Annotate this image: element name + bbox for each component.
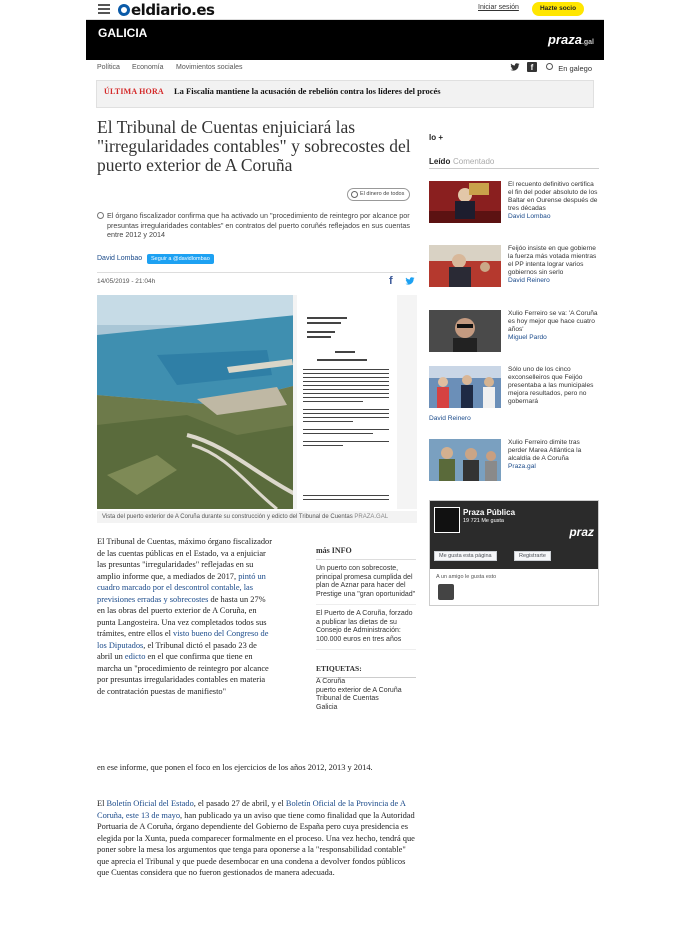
more-info-title: más INFO xyxy=(316,546,416,560)
section-header xyxy=(86,20,604,60)
more-info-item[interactable]: El Puerto de A Coruña, forzado a publicar las dietas de su Consejo de Administración: 100.000 euros en tres años xyxy=(316,605,416,650)
article-title: El Tribunal de Cuentas enjuiciará las "irregularidades contables" y sobrecostes del puerto exterior de A Coruña xyxy=(97,117,411,175)
section-title[interactable]: GALICIA xyxy=(98,26,148,40)
tag-link[interactable]: Galicia xyxy=(316,703,338,711)
article-photo[interactable] xyxy=(97,295,417,509)
twitter-icon[interactable] xyxy=(510,62,520,72)
logo-circle-icon xyxy=(118,4,130,16)
share-facebook-icon[interactable]: f xyxy=(389,275,393,287)
story-thumbnail[interactable] xyxy=(429,310,501,352)
story-thumbnail[interactable] xyxy=(429,439,501,481)
story-author: Praza.gal xyxy=(508,463,536,470)
article-link-edicto[interactable]: edicto xyxy=(124,652,146,661)
author-link[interactable]: David Lombao xyxy=(97,255,143,262)
breaking-label: ÚLTIMA HORA xyxy=(104,87,164,96)
facebook-cover[interactable] xyxy=(430,501,598,569)
facebook-like-count: 19 721 Me gusta xyxy=(463,518,504,524)
facebook-page-name[interactable]: Praza Pública xyxy=(463,508,516,517)
lead-bullet-icon xyxy=(97,212,104,219)
facebook-friend-text: A un amigo le gusta esto xyxy=(436,574,497,580)
nav-item-movimientos[interactable]: Movimientos sociales xyxy=(176,64,243,71)
sidebar-story[interactable] xyxy=(429,310,599,358)
sidebar-story[interactable] xyxy=(429,181,599,229)
article-link-boe[interactable]: Boletín Oficial del Estado xyxy=(106,799,194,808)
author-row xyxy=(97,254,417,266)
story-author: Miguel Pardo xyxy=(508,334,547,341)
publish-date: 14/05/2019 - 21:04h xyxy=(97,278,156,285)
more-info-box xyxy=(316,546,416,712)
site-logo[interactable]: eldiario.es xyxy=(118,1,214,19)
sidebar-heading: lo + xyxy=(429,133,444,142)
join-button[interactable]: Hazte socio xyxy=(532,2,584,16)
share-twitter-icon[interactable] xyxy=(404,276,416,286)
facebook-friend-avatar[interactable] xyxy=(438,584,454,600)
clock-icon xyxy=(351,191,358,198)
story-author[interactable]: David Reinero xyxy=(429,415,471,422)
photo-caption: Vista del puerto exterior de A Coruña durante su construcción y edicto del Tribunal de Cuentas PRAZA.GAL xyxy=(97,511,417,523)
article-tag[interactable]: El dinero de todos xyxy=(347,188,410,201)
story-title: Xulio Ferreiro dimite tras perder Marea Atlántica la alcaldía de A Coruña xyxy=(508,439,582,462)
facebook-page-avatar[interactable] xyxy=(434,507,460,533)
article-link-informe[interactable]: pintó un cuadro marcado por el descontrol contable, las previsiones erradas y sobrecostes xyxy=(97,571,266,604)
story-title: El recuento definitivo certifica el fin del poder absoluto de los Baltar en Ourense después de tres décadas xyxy=(508,181,598,212)
tab-read[interactable]: Leído xyxy=(429,157,451,166)
facebook-widget xyxy=(429,500,599,606)
more-info-item[interactable]: Un puerto con sobrecoste, principal promesa cumplida del plan de Aznar para hacer del Prestige una "gran oportunidad" xyxy=(316,560,416,605)
port-aerial-image xyxy=(97,295,417,509)
nav-item-politica[interactable]: Política xyxy=(97,64,120,71)
sidebar-story[interactable] xyxy=(429,245,599,297)
tags-title: ETIQUETAS: xyxy=(316,664,416,678)
story-author: David Lombao xyxy=(508,213,551,220)
story-author: David Reinero xyxy=(508,277,550,284)
sidebar-story[interactable] xyxy=(429,439,599,483)
facebook-register-button[interactable]: Registrarte xyxy=(514,551,551,561)
article-link-congreso[interactable]: visto bueno del Congreso de los Diputados xyxy=(97,629,269,650)
nav-item-economia[interactable]: Economía xyxy=(132,64,164,71)
date-row xyxy=(97,272,417,288)
section-nav xyxy=(86,60,604,77)
article-paragraph-1-tail: en ese informe, que ponen el foco en los ejercicios de los años 2012, 2013 y 2014. xyxy=(97,763,373,772)
login-link[interactable]: Iniciar sesión xyxy=(478,4,519,11)
article-link-bop[interactable]: Boletín Oficial de la Provincia de A Coruña, este 13 de mayo xyxy=(97,799,406,820)
tag-link[interactable]: Tribunal de Cuentas xyxy=(316,695,379,702)
sidebar-story[interactable] xyxy=(429,366,599,424)
tag-link[interactable]: puerto exterior de A Coruña xyxy=(316,686,402,694)
follow-button[interactable]: Seguir a @davidlombao xyxy=(147,254,214,264)
tab-commented[interactable]: Comentado xyxy=(453,157,495,166)
globe-icon xyxy=(546,63,553,70)
hamburger-menu-icon[interactable] xyxy=(98,4,110,14)
language-switch[interactable]: En galego xyxy=(558,64,592,73)
story-title: Xulio Ferreiro se va: 'A Coruña es hoy mejor que hace cuatro años' xyxy=(508,310,598,333)
story-thumbnail[interactable] xyxy=(429,181,501,223)
facebook-like-button[interactable]: Me gusta esta página xyxy=(434,551,497,561)
article-paragraph-1: El Tribunal de Cuentas, máximo órgano fiscalizador de las cuentas públicas en el Estado, va a enjuiciar las presuntas "irregularidades" reflejadas en su amplio informe que, a mediados de 2017, pintó un cuadro marcado por el descontrol contable, las previsiones erradas y sobrecostes de hasta un 27% en las obras del puerto exterior de A Coruña, en punta Langosteira. Una vez completados todos sus trámites, entre ellos el visto bueno del Congreso de los Diputados, el Tribunal dictó el pasado 23 de abril un edicto en el que confirma que tiene en marcha un "procedimiento de reintegro por alcance por presuntas irregularidades contables en materia de contratación puestas de manifiesto" xyxy=(97,537,272,696)
sidebar-tabs xyxy=(429,155,599,169)
article-lead: El órgano fiscalizador confirma que ha activado un "procedimiento de reintegro por alcance por presuntas irregularidades contables" en contratos del puerto coruñés reflejados en sus cuentas entre 2012 y 2014 xyxy=(97,211,417,240)
facebook-cover-logo: praz xyxy=(569,525,594,539)
story-thumbnail[interactable] xyxy=(429,366,501,408)
story-title: Feijóo insiste en que gobierne la fuerza más votada mientras el PP intenta lograr varios gobiernos sin serlo xyxy=(508,245,597,276)
breaking-news-bar xyxy=(96,80,594,108)
article-paragraph-2: El Boletín Oficial del Estado, el pasado 27 de abril, y el Boletín Oficial de la Provincia de A Coruña, este 13 de mayo, han publicado ya un aviso que tiene como finalidad que la Autoridad Portuaria de A Coruña, órgano dependiente del Gobierno de España pero cuya presidencia es elegida por la Xunta, pueda comparecer formalmente en el proceso. Una vez hecho, tendrá que poner sobre la mesa los argumentos que tenga para oponerse a la "responsabilidad contable" que aprecia el Tribunal y que puede desembocar en una condena a devolver fondos públicos que Cuentas considera que no fueron gestionados de manera adecuada. xyxy=(97,799,415,877)
praza-logo[interactable]: praza.gal xyxy=(547,32,594,47)
story-thumbnail[interactable] xyxy=(429,245,501,287)
story-title: Sólo uno de los cinco exconselleiros que Feijóo presentaba a las municipales mejora resultados, pero no gobernará xyxy=(508,366,594,405)
facebook-icon[interactable]: f xyxy=(527,62,537,72)
top-bar xyxy=(86,0,604,20)
tag-link[interactable]: A Coruña xyxy=(316,678,346,685)
breaking-headline[interactable]: La Fiscalía mantiene la acusación de rebelión contra los líderes del procés xyxy=(174,86,441,96)
